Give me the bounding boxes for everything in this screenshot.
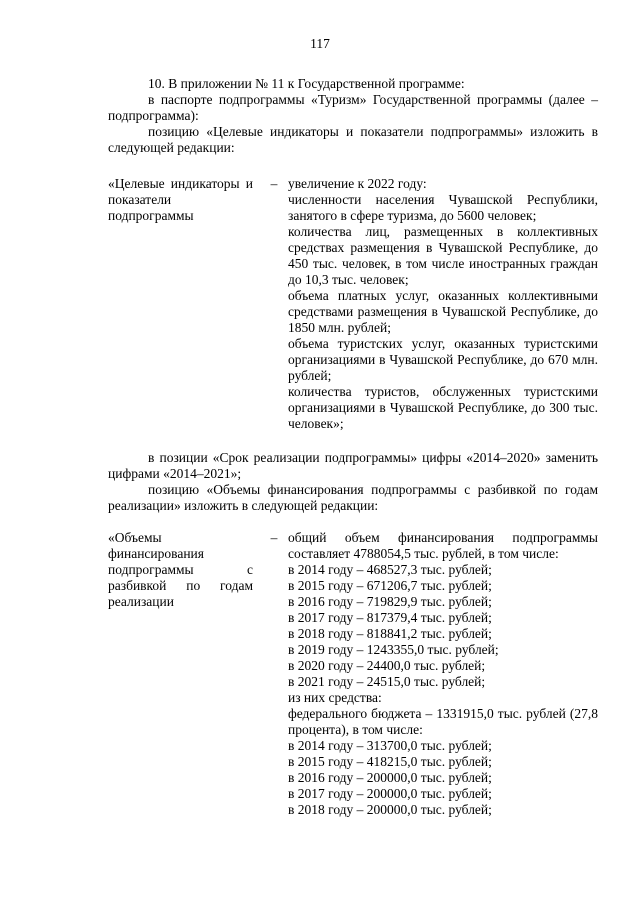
financing-line: в 2017 году – 817379,4 тыс. рублей;	[288, 610, 492, 625]
indicators-label: «Целевые индикаторы и показатели подпрограммы	[108, 176, 253, 223]
intro-paragraph-3: позицию «Целевые индикаторы и показатели подпрограммы» изложить в следующей редакции:	[108, 124, 598, 155]
financing-values	[288, 530, 598, 818]
financing-line: в 2020 году – 24400,0 тыс. рублей;	[288, 658, 486, 673]
page-number: 117	[310, 36, 330, 51]
financing-line: в 2015 году – 671206,7 тыс. рублей;	[288, 578, 492, 593]
indicator-line: количества лиц, размещенных в коллективных средствах размещения в Чувашской Республике, до 450 тыс. человек, в том числе иностранных граждан до 10,3 тыс. человек;	[288, 224, 598, 287]
indicator-line: увеличение к 2022 году:	[288, 176, 427, 191]
financing-line: федерального бюджета – 1331915,0 тыс. рублей (27,8 процента), в том числе:	[288, 706, 598, 737]
financing-line: в 2015 году – 418215,0 тыс. рублей;	[288, 754, 492, 769]
middle-paragraph-1: в позиции «Срок реализации подпрограммы» цифры «2014–2020» заменить цифрами «2014–2021»;	[108, 450, 598, 481]
financing-line: в 2019 году – 1243355,0 тыс. рублей;	[288, 642, 499, 657]
middle-section	[108, 450, 598, 514]
financing-dash: –	[270, 530, 278, 545]
intro-paragraph-1: 10. В приложении № 11 к Государственной программе:	[148, 76, 465, 91]
indicator-line: численности населения Чувашской Республики, занятого в сфере туризма, до 5600 человек;	[288, 192, 598, 223]
financing-line: в 2014 году – 468527,3 тыс. рублей;	[288, 562, 492, 577]
financing-line: общий объем финансирования подпрограммы составляет 4788054,5 тыс. рублей, в том числе:	[288, 530, 598, 561]
indicators-dash: –	[270, 176, 278, 191]
financing-line: в 2016 году – 200000,0 тыс. рублей;	[288, 770, 492, 785]
financing-line: из них средства:	[288, 690, 382, 705]
financing-label: «Объемы финансирования подпрограммы с разбивкой по годам реализации	[108, 530, 253, 609]
indicator-line: объема туристских услуг, оказанных туристскими организациями в Чувашской Республике, до 670 млн. рублей;	[288, 336, 598, 383]
indicators-values	[288, 176, 598, 432]
intro-paragraph-2: в паспорте подпрограммы «Туризм» Государственной программы (далее – подпрограмма):	[108, 92, 598, 123]
financing-line: в 2017 году – 200000,0 тыс. рублей;	[288, 786, 492, 801]
indicator-line: объема платных услуг, оказанных коллективными средствами размещения в Чувашской Республике, до 1850 млн. рублей;	[288, 288, 598, 335]
middle-paragraph-2: позицию «Объемы финансирования подпрограммы с разбивкой по годам реализации» изложить в следующей редакции:	[108, 482, 598, 513]
indicator-line: количества туристов, обслуженных туристскими организациями в Чувашской Республике, до 300 тыс. человек»;	[288, 384, 598, 431]
financing-line: в 2018 году – 200000,0 тыс. рублей;	[288, 802, 492, 817]
financing-line: в 2016 году – 719829,9 тыс. рублей;	[288, 594, 492, 609]
financing-position	[108, 530, 598, 830]
financing-line: в 2018 году – 818841,2 тыс. рублей;	[288, 626, 492, 641]
financing-line: в 2021 году – 24515,0 тыс. рублей;	[288, 674, 486, 689]
indicators-position	[108, 176, 598, 436]
financing-line: в 2014 году – 313700,0 тыс. рублей;	[288, 738, 492, 753]
intro-section	[108, 76, 598, 156]
